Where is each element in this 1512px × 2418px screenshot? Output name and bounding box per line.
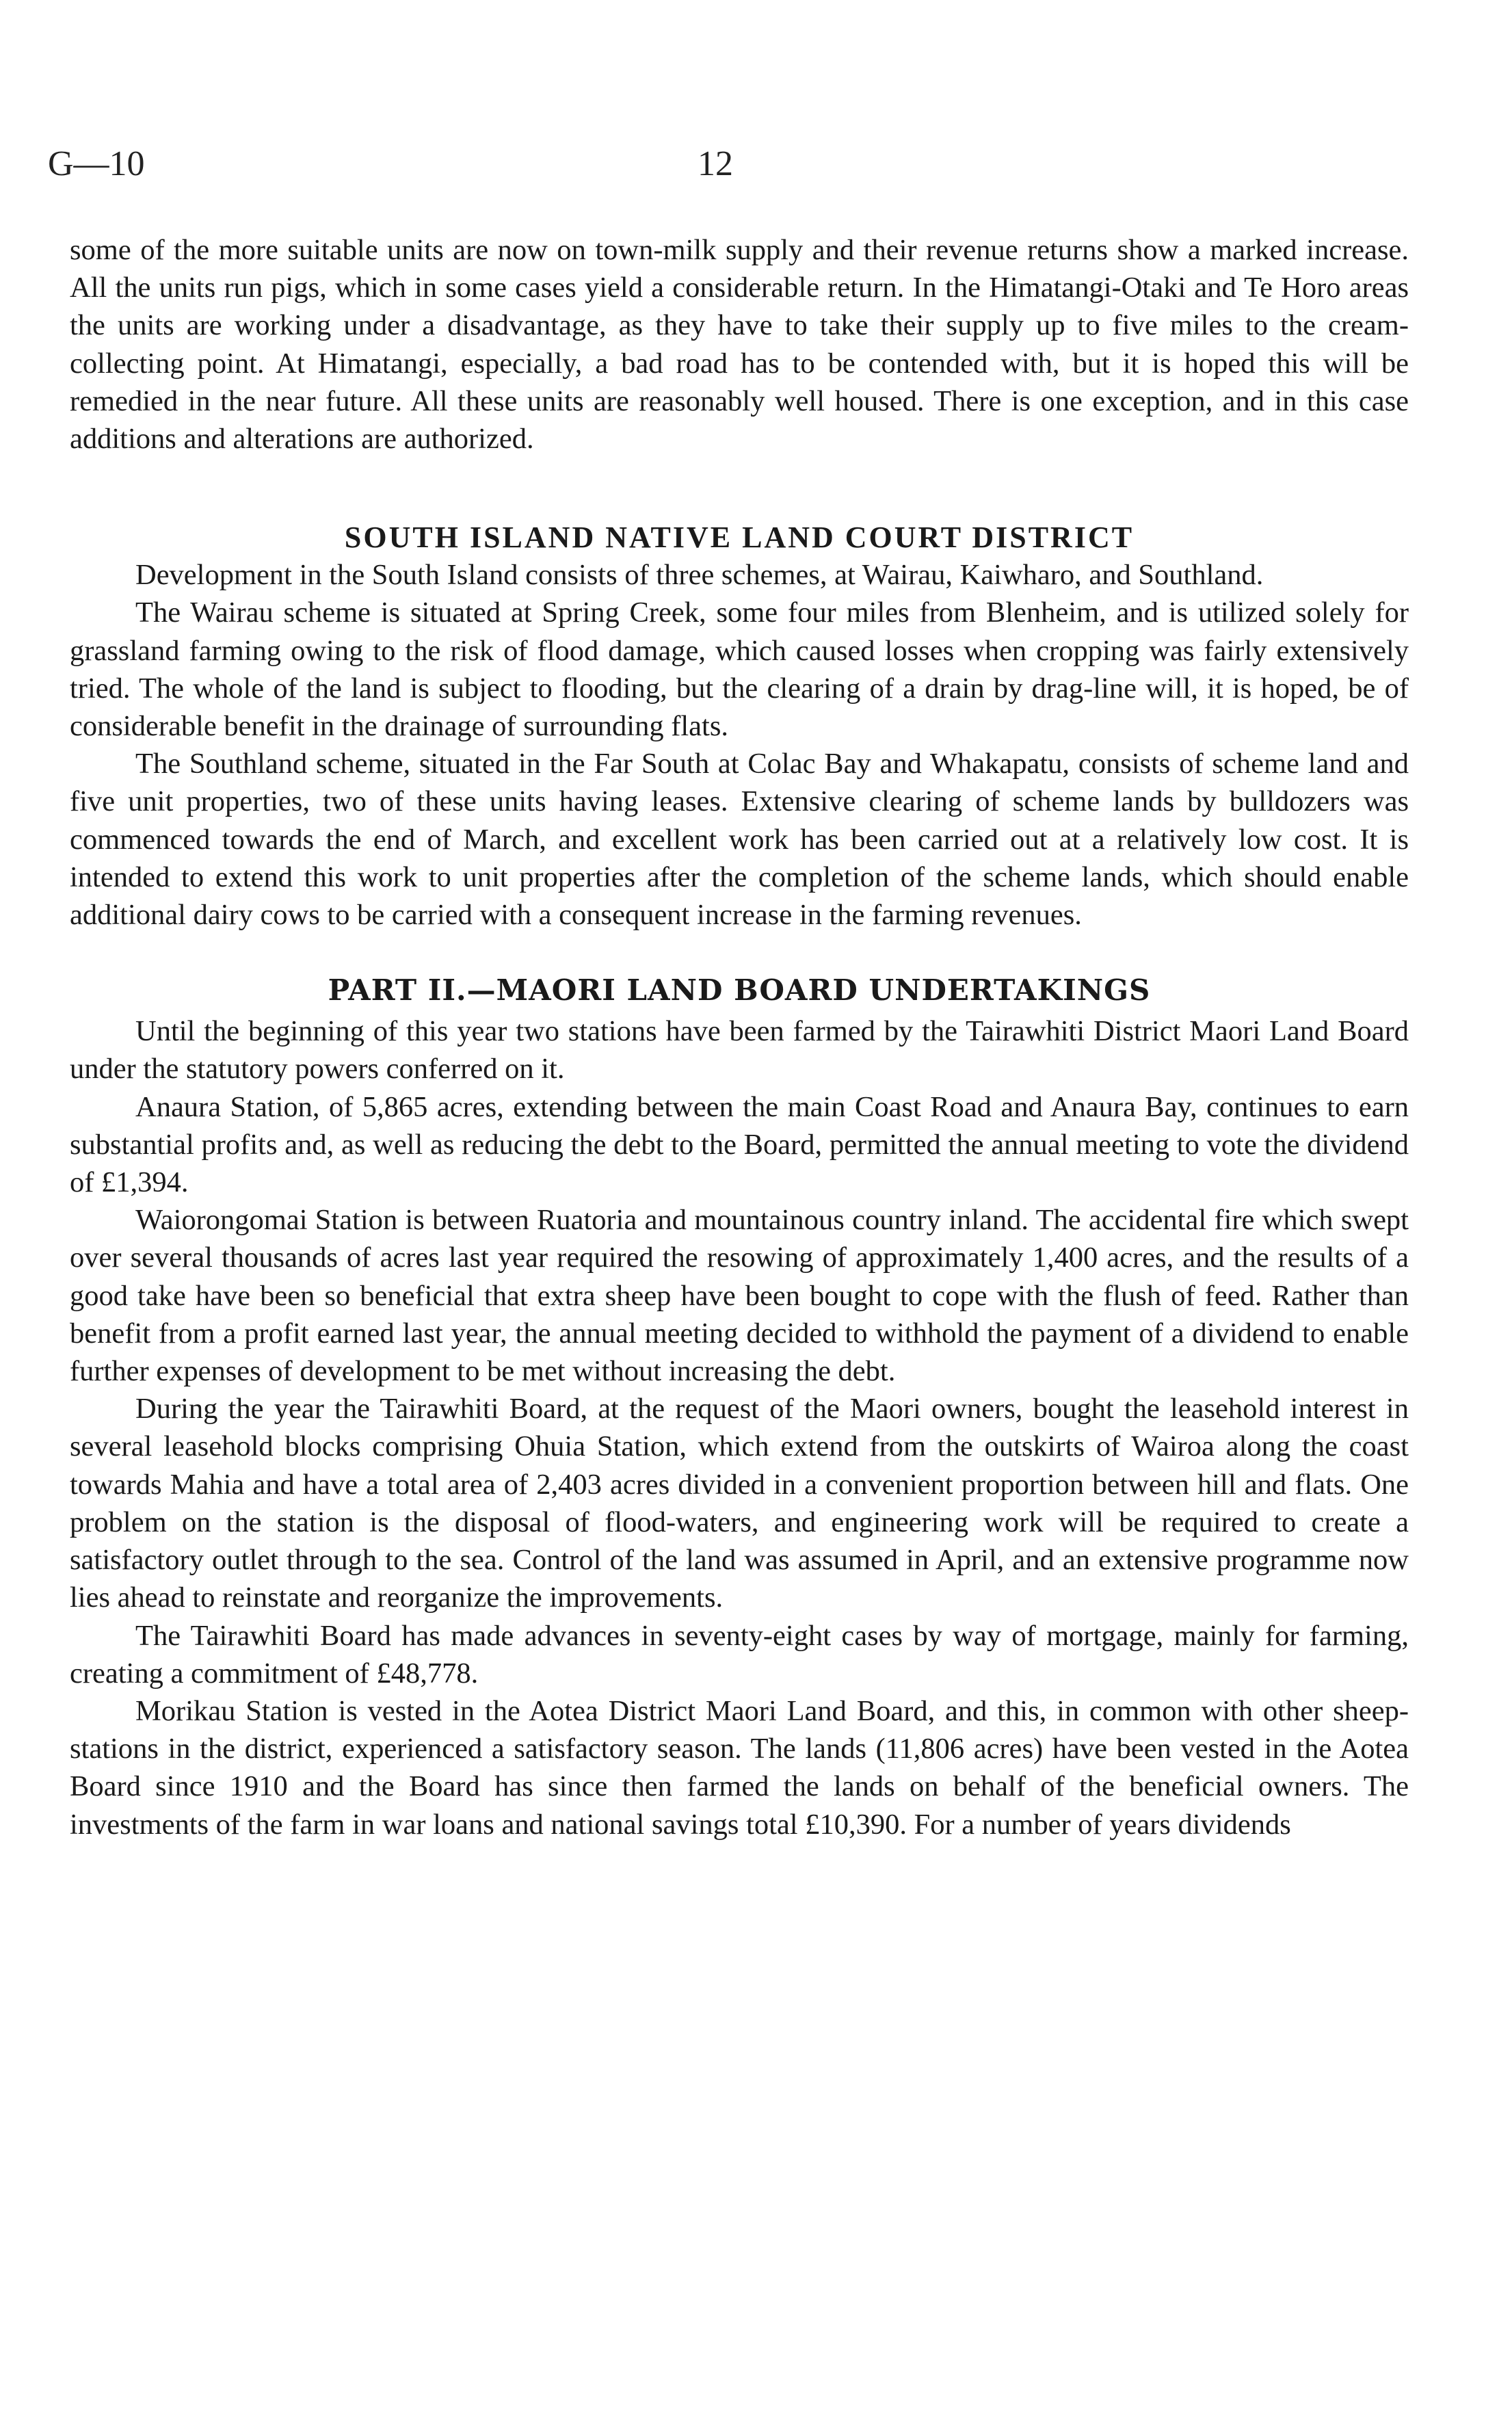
intro-paragraph: some of the more suitable units are now on town-milk supply and their revenue returns show a marked increase. All the units run pigs, which in some cases yield a considerable return. In the Himatangi-Otaki and Te Horo areas the units are working under a disadvantage, as they have to take their supply up to five miles to the cream-collecting point. At Himatangi, especially, a bad road has to be contended with, but it is hoped this will be remedied in the near future. All these units are reasonably well housed. There is one exception, and in this case additions and alterations are authorized. bbox=[70, 234, 1409, 456]
part-two-paragraph: Until the beginning of this year two stations have been farmed by the Tairawhiti District Maori Land Board under the statutory powers conferred on it. bbox=[70, 1015, 1409, 1086]
report-code: G—10 bbox=[48, 144, 145, 183]
part-two-paragraph: Anaura Station, of 5,865 acres, extending between the main Coast Road and Anaura Bay, continues to earn substantial profits and, as well as reducing the debt to the Board, permitted the annual meeting to vote the dividend of £1,394. bbox=[70, 1090, 1409, 1199]
page-header bbox=[48, 144, 1416, 192]
part-two-heading: PART II.—MAORI LAND BOARD UNDERTAKINGS bbox=[328, 973, 1151, 1008]
part-two-paragraph: Morikau Station is vested in the Aotea District Maori Land Board, and this, in common with other sheep-stations in the district, experienced a satisfactory season. The lands (11,806 acres) have been vested in the Aotea Board since 1910 and the Board has since then farmed the lands on behalf of the beneficial owners. The investments of the farm in war loans and national savings total £10,390. For a number of years dividends bbox=[70, 1694, 1409, 1841]
south-island-heading: SOUTH ISLAND NATIVE LAND COURT DISTRICT bbox=[344, 521, 1135, 555]
south-island-paragraph: The Wairau scheme is situated at Spring Creek, some four miles from Blenheim, and is utilized solely for grassland farming owing to the risk of flood damage, which caused losses when cropping was fairly extensively tried. The whole of the land is subject to flooding, but the clearing of a drain by drag-line will, it is hoped, be of considerable benefit in the drainage of surrounding flats. bbox=[70, 596, 1409, 743]
south-island-paragraph: Development in the South Island consists of three schemes, at Wairau, Kaiwharo, and Southland. bbox=[135, 559, 1264, 592]
south-island-paragraph: The Southland scheme, situated in the Far South at Colac Bay and Whakapatu, consists of scheme land and five unit properties, two of these units having leases. Extensive clearing of scheme lands by bulldozers was commenced towards the end of March, and excellent work has been carried out at a relatively low cost. It is intended to extend this work to unit properties after the completion of the scheme lands, which should enable additional dairy cows to be carried with a consequent increase in the farming revenues. bbox=[70, 748, 1409, 932]
part-two-paragraph: During the year the Tairawhiti Board, at the request of the Maori owners, bought the leasehold interest in several leasehold blocks comprising Ohuia Station, which extend from the outskirts of Wairoa along the coast towards Mahia and have a total area of 2,403 acres divided in a convenient proportion between hill and flats. One problem on the station is the disposal of flood-waters, and engineering work will be required to create a satisfactory outlet through to the sea. Control of the land was assumed in April, and an extensive programme now lies ahead to reinstate and reorganize the improvements. bbox=[70, 1393, 1409, 1614]
page-number: 12 bbox=[698, 144, 733, 183]
page-body bbox=[70, 231, 1409, 1843]
part-two-paragraph: Waiorongomai Station is between Ruatoria and mountainous country inland. The accidental fire which swept over several thousands of acres last year required the resowing of approximately 1,400 acres, and the results of a good take have been so beneficial that extra sheep have been bought to cope with the flush of feed. Rather than benefit from a profit earned last year, the annual meeting decided to withhold the payment of a dividend to enable further expenses of development to be met without increasing the debt. bbox=[70, 1204, 1409, 1388]
part-two-paragraph: The Tairawhiti Board has made advances in seventy-eight cases by way of mortgage, mainly for farming, creating a commitment of £48,778. bbox=[70, 1619, 1409, 1690]
